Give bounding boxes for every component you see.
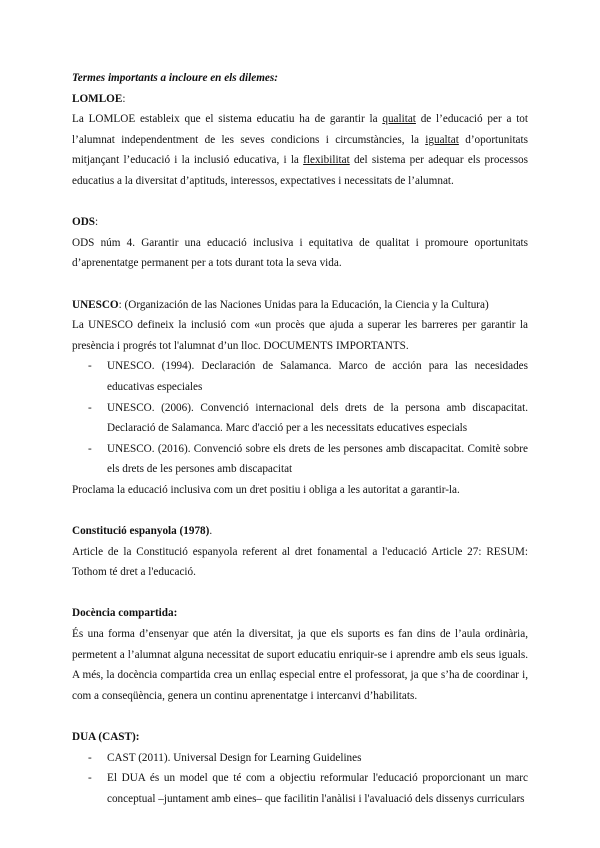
unesco-heading-rest: : (Organización de las Naciones Unidas para la Educación, la Ciencia y la Cultura): [118, 298, 489, 311]
constitucio-heading-dot: .: [209, 525, 213, 538]
spacer: [72, 192, 528, 213]
keyword-flexibilitat: flexibilitat: [303, 154, 350, 167]
unesco-paragraph: La UNESCO defineix la inclusió com «un procès que ajuda a superar les barreres per garantir la presència i progrés tot l'alumnat d’un lloc. DOCUMENTS IMPORTANTS.: [72, 319, 528, 352]
unesco-closing: Proclama la educació inclusiva com un dret positiu i obliga a les autoritat a garantir-la.: [72, 483, 460, 496]
list-item: - UNESCO. (2016). Convenció sobre els drets de les persones amb discapacitat. Comitè sobre els drets de les persones amb discapacitat: [72, 439, 528, 480]
ods-heading-colon: :: [95, 216, 99, 229]
unesco-heading-line: [72, 295, 528, 316]
lomloe-heading-colon: :: [122, 92, 126, 105]
spacer: [72, 274, 528, 295]
lomloe-paragraph: [72, 109, 528, 191]
ods-heading-line: [72, 212, 528, 233]
dua-heading: DUA (CAST):: [72, 731, 140, 743]
keyword-igualtat: igualtat: [425, 133, 459, 146]
lomloe-heading: LOMLOE: [72, 92, 123, 105]
list-item: - UNESCO. (2006). Convenció internacional dels drets de la persona amb discapacitat. Declaració de Salamanca. Marc d'acció per a les necessitats educatives especials: [72, 398, 528, 439]
spacer: [72, 583, 528, 604]
intro-title: Termes importants a incloure en els dilemes:: [72, 72, 278, 84]
list-item: - CAST (2011). Universal Design for Learning Guidelines: [72, 748, 528, 769]
lomloe-text-3: d’oportunitats mitjançant l’educació i la inclusió educativa, i la: [72, 133, 528, 167]
docencia-paragraph: És una forma d’ensenyar que atén la diversitat, ja que els suports es fan dins de l’aula ordinària, permetent a l’alumnat alguna necessitat de suport educatiu enriquir-se i aprendre amb els seus iguals. A més, la docència compartida crea un enllaç especial entre el professorat, ja que s’ha de coordinar i, com a conseqüència, genera un continu aprenentatge i intercanvi d’habilitats.: [72, 628, 528, 702]
lomloe-text-2: de l’educació per a tot l’alumnat independentment de les seves condicions i circumstàncies, la: [72, 113, 528, 146]
lomloe-text-1: La LOMLOE estableix que el sistema educatiu ha de garantir la: [72, 113, 383, 126]
spacer: [72, 706, 528, 727]
ods-paragraph: ODS núm 4. Garantir una educació inclusiva i equitativa de qualitat i promoure oportunitats d’aprenentatge permanent per a tots durant tota la seva vida.: [72, 236, 528, 270]
list-item: - UNESCO. (1994). Declaración de Salamanca. Marco de acción para las necesidades educativas especiales: [72, 356, 528, 397]
spacer: [72, 500, 528, 521]
lomloe-heading-line: [72, 89, 528, 110]
unesco-document-list: [72, 356, 528, 480]
keyword-qualitat: qualitat: [382, 113, 416, 126]
unesco-heading: UNESCO: [72, 298, 119, 311]
lomloe-text-4: del sistema per adequar els processos educatius a la diversitat d’aptituds, interessos, expectatives i necessitats de l’alumnat.: [72, 154, 528, 187]
constitucio-paragraph: Article de la Constitució espanyola referent al dret fonamental a l'educació Article 27: RESUM: Tothom té dret a l'educació.: [72, 545, 528, 579]
ods-heading: ODS: [72, 216, 96, 229]
docencia-heading: Docència compartida:: [72, 607, 178, 620]
constitucio-heading-line: [72, 521, 528, 542]
constitucio-heading: Constitució espanyola (1978): [72, 525, 210, 538]
list-item: - El DUA és un model que té com a objectiu reformular l'educació proporcionant un marc conceptual –juntament amb eines– que facilitin l'anàlisi i l'avaluació dels dissenys curriculars: [72, 768, 528, 809]
dua-list: [72, 748, 528, 810]
